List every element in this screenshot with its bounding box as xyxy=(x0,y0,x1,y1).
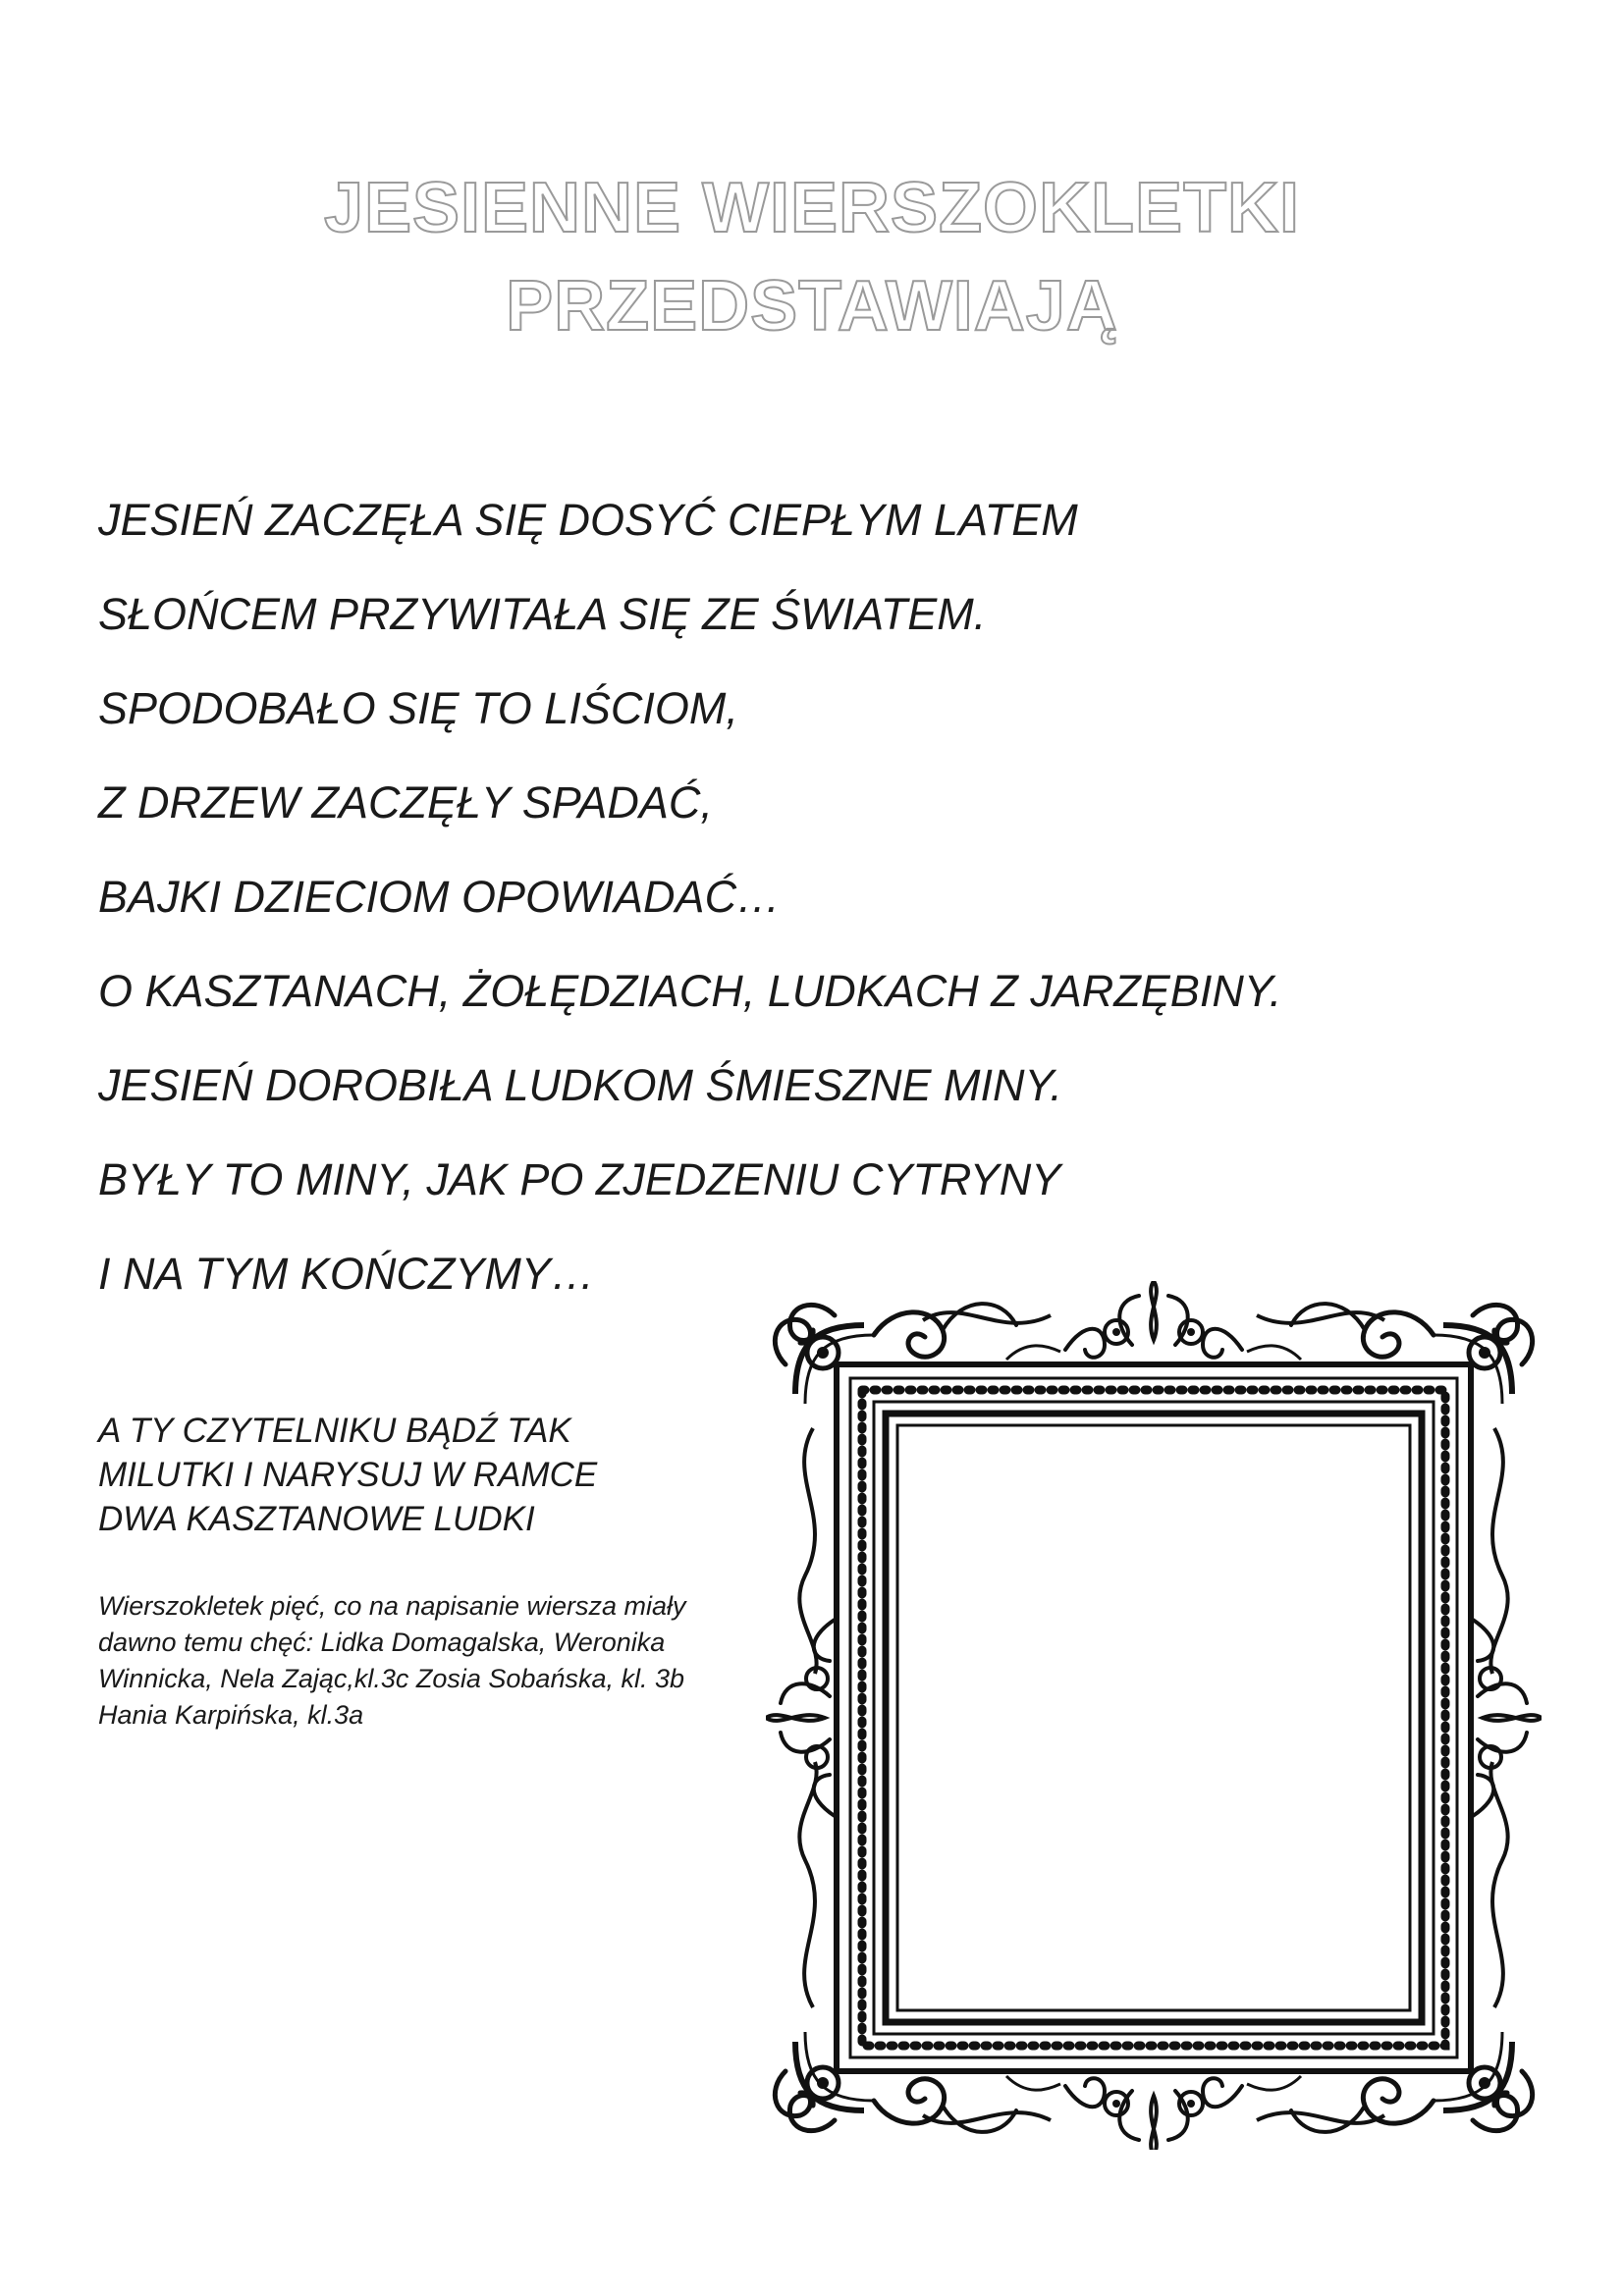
poem-line: O KASZTANACH, ŻOŁĘDZIACH, LUDKACH Z JARZĘBINY. xyxy=(98,966,1282,1016)
invitation-line: A TY CZYTELNIKU BĄDŹ TAK xyxy=(98,1412,571,1450)
poem-line: BYŁY TO MINY, JAK PO ZJEDZENIU CYTRYNY xyxy=(98,1154,1061,1204)
poem-line: SŁOŃCEM PRZYWITAŁA SIĘ ZE ŚWIATEM. xyxy=(98,589,987,639)
ornamental-frame-illustration xyxy=(766,1281,1542,2150)
ornamental-frame xyxy=(766,1281,1542,2150)
poem-line: JESIEŃ DOROBIŁA LUDKOM ŚMIESZNE MINY. xyxy=(98,1060,1062,1110)
authors-credits: Wierszokletek pięć, co na napisanie wiersza miały dawno temu chęć: Lidka Domagalska, Weronika Winnicka, Nela Zając,kl.3c Zosia Sobańska, kl. 3b Hania Karpińska, kl.3a xyxy=(98,1591,686,1730)
poem-line: SPODOBAŁO SIĘ TO LIŚCIOM, xyxy=(98,683,738,733)
invitation-line: DWA KASZTANOWE LUDKI xyxy=(98,1500,535,1538)
drawing-invitation xyxy=(98,1409,727,1541)
poem-line: I NA TYM KOŃCZYMY… xyxy=(98,1249,595,1299)
page-title xyxy=(0,159,1624,355)
poem xyxy=(98,481,1571,1329)
title-line-1: JESIENNE WIERSZOKLETKI xyxy=(323,169,1301,247)
invitation-line: MILUTKI I NARYSUJ W RAMCE xyxy=(98,1456,598,1494)
title-line-2: PRZEDSTAWIAJĄ xyxy=(506,267,1118,346)
poem-line: BAJKI DZIECIOM OPOWIADAĆ… xyxy=(98,872,782,922)
poem-line: JESIEŃ ZACZĘŁA SIĘ DOSYĆ CIEPŁYM LATEM xyxy=(98,495,1078,545)
poem-line: Z DRZEW ZACZĘŁY SPADAĆ, xyxy=(98,777,713,828)
